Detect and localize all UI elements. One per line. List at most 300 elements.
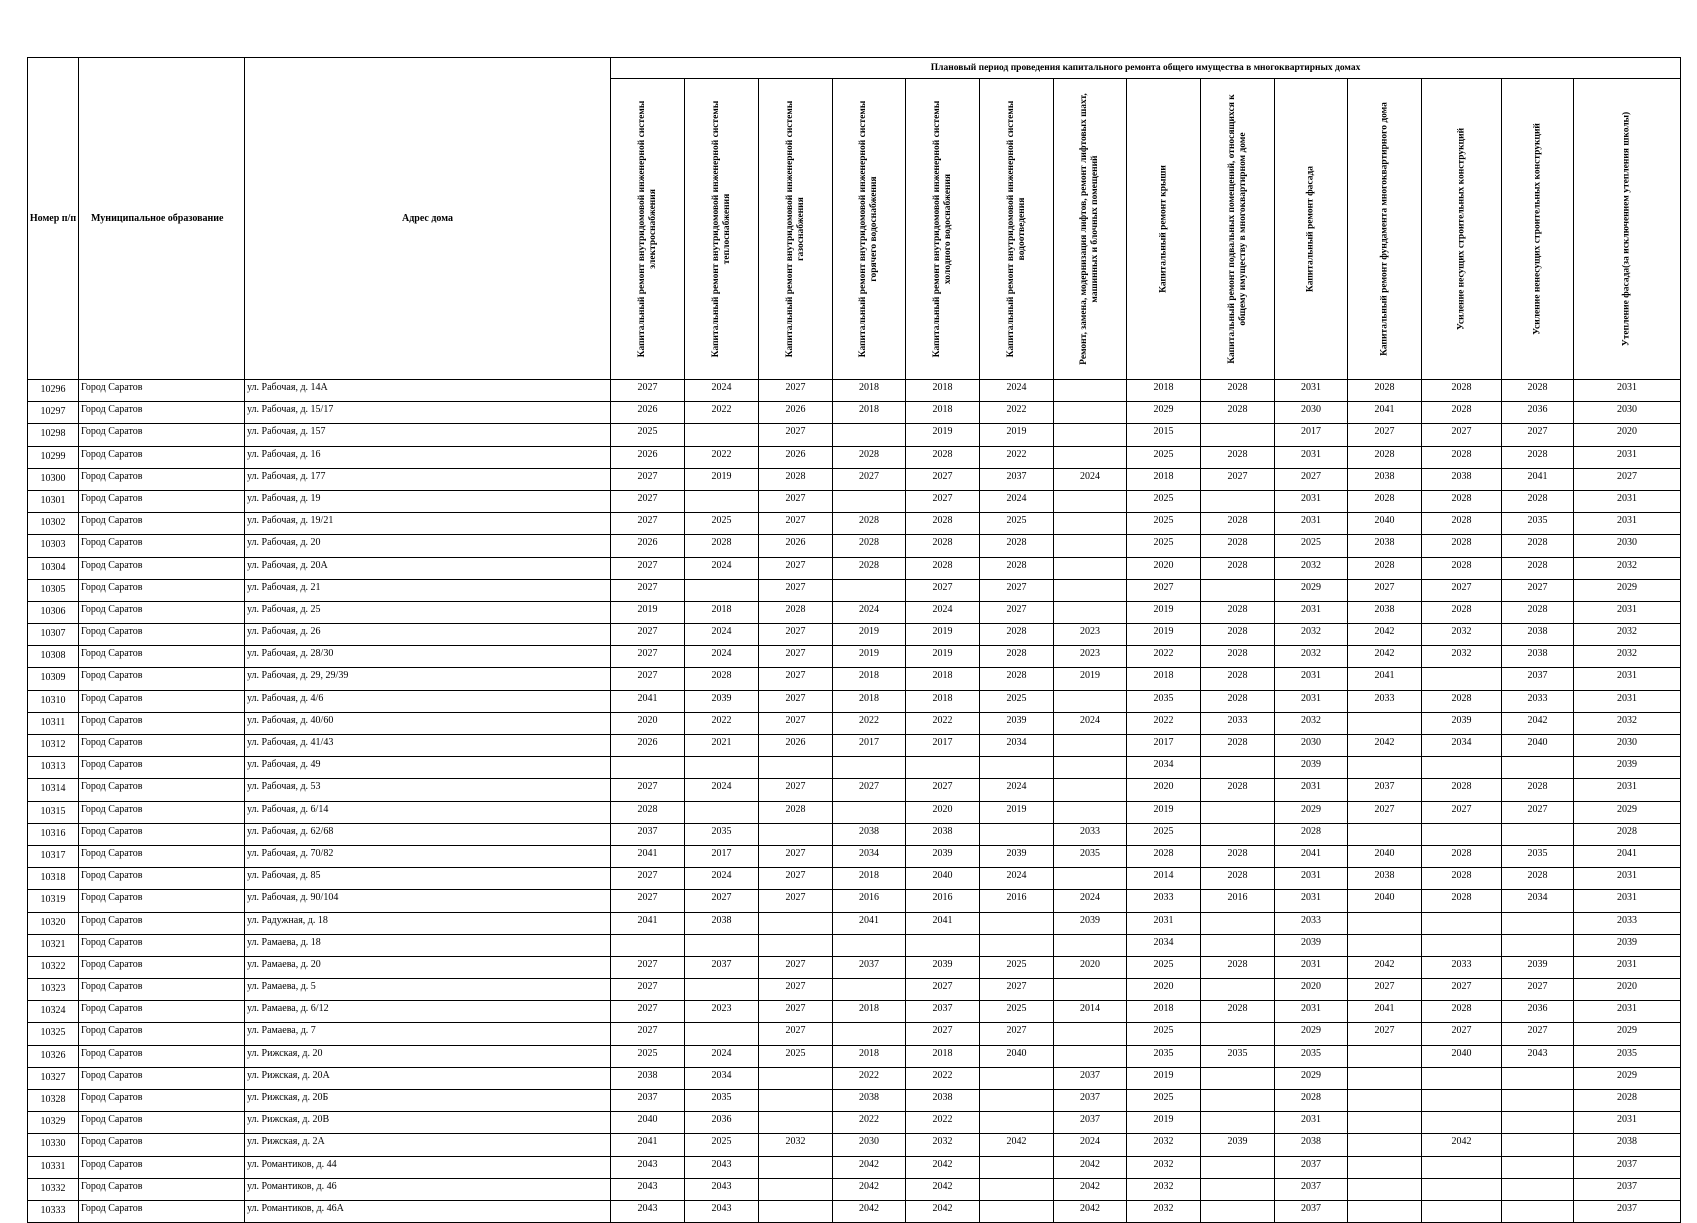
row-year-cell: 2019 [980,424,1054,446]
row-year-cell: 2027 [980,1023,1054,1045]
table-row [28,490,1681,512]
row-year-cell: 2034 [980,735,1054,757]
row-year-cell [759,934,833,956]
row-year-cell: 2040 [1348,513,1422,535]
row-year-cell: 2042 [1348,956,1422,978]
row-year-cell: 2041 [611,1134,685,1156]
row-address: ул. Романтиков, д. 46 [245,1178,611,1200]
row-year-cell: 2039 [685,690,759,712]
row-year-cell: 2043 [611,1178,685,1200]
row-address: ул. Рабочая, д. 62/68 [245,823,611,845]
row-year-cell: 2024 [833,601,906,623]
row-address: ул. Романтиков, д. 44 [245,1156,611,1178]
row-year-cell [980,1090,1054,1112]
row-address: ул. Рижская, д. 20В [245,1112,611,1134]
row-year-cell [833,490,906,512]
row-year-cell: 2039 [1201,1134,1275,1156]
header-number: Номер п/п [28,58,79,380]
header-column-label: Капитальный ремонт внутридомовой инженерной системы водоотведения [1005,100,1027,358]
row-year-cell: 2027 [759,1001,833,1023]
row-year-cell: 2028 [1348,380,1422,402]
row-year-cell [1502,1178,1574,1200]
row-year-cell: 2032 [1422,646,1502,668]
header-column-8 [1127,79,1201,380]
row-address: ул. Рабочая, д. 177 [245,468,611,490]
row-year-cell: 2027 [759,646,833,668]
row-year-cell: 2028 [1422,490,1502,512]
row-municipality: Город Саратов [79,1090,245,1112]
row-year-cell: 2019 [906,646,980,668]
row-year-cell: 2028 [906,535,980,557]
row-year-cell: 2022 [1127,646,1201,668]
row-year-cell [1502,1200,1574,1222]
row-municipality: Город Саратов [79,712,245,734]
row-municipality: Город Саратов [79,1112,245,1134]
row-year-cell: 2025 [1127,823,1201,845]
row-year-cell [1348,1067,1422,1089]
row-year-cell: 2041 [611,690,685,712]
row-year-cell: 2028 [1422,890,1502,912]
row-year-cell: 2037 [1275,1178,1348,1200]
row-year-cell: 2037 [1348,779,1422,801]
row-year-cell: 2027 [759,513,833,535]
row-year-cell: 2018 [906,690,980,712]
row-year-cell [1422,668,1502,690]
row-year-cell: 2034 [1127,934,1201,956]
row-year-cell: 2018 [685,601,759,623]
header-column-label: Ремонт, замена, модернизация лифтов, ремонт лифтовых шахт, машинных и блочных помещений [1079,93,1100,365]
row-year-cell: 2038 [1348,535,1422,557]
row-year-cell [1201,1200,1275,1222]
row-address: ул. Рабочая, д. 20А [245,557,611,579]
row-municipality: Город Саратов [79,979,245,1001]
row-year-cell: 2031 [1127,912,1201,934]
row-year-cell [1054,690,1127,712]
row-number: 10323 [28,979,79,1001]
row-year-cell: 2027 [759,668,833,690]
row-year-cell: 2025 [685,1134,759,1156]
row-year-cell: 2038 [1502,624,1574,646]
header-column-4 [833,79,906,380]
row-year-cell: 2027 [611,668,685,690]
row-year-cell: 2035 [1127,1045,1201,1067]
row-number: 10316 [28,823,79,845]
row-year-cell: 2031 [1574,490,1681,512]
header-column-11 [1348,79,1422,380]
row-municipality: Город Саратов [79,1045,245,1067]
row-year-cell: 2032 [1275,557,1348,579]
row-year-cell: 2014 [1127,868,1201,890]
row-year-cell: 2038 [906,823,980,845]
row-year-cell: 2027 [906,579,980,601]
row-year-cell: 2043 [611,1156,685,1178]
table-row [28,513,1681,535]
table-row [28,1178,1681,1200]
row-year-cell: 2040 [906,868,980,890]
row-number: 10305 [28,579,79,601]
row-year-cell: 2028 [1422,845,1502,867]
row-municipality: Город Саратов [79,557,245,579]
row-year-cell: 2017 [1275,424,1348,446]
row-year-cell: 2027 [759,868,833,890]
row-number: 10330 [28,1134,79,1156]
row-year-cell: 2028 [759,801,833,823]
row-year-cell: 2025 [1127,1023,1201,1045]
row-year-cell: 2028 [1502,779,1574,801]
row-year-cell: 2028 [1275,823,1348,845]
row-year-cell: 2026 [611,735,685,757]
row-year-cell [1348,1112,1422,1134]
row-municipality: Город Саратов [79,579,245,601]
row-year-cell: 2028 [1201,513,1275,535]
row-year-cell: 2028 [1275,1090,1348,1112]
table-row [28,1001,1681,1023]
row-municipality: Город Саратов [79,446,245,468]
table-row [28,380,1681,402]
row-year-cell: 2018 [1127,1001,1201,1023]
row-address: ул. Рабочая, д. 28/30 [245,646,611,668]
row-number: 10333 [28,1200,79,1222]
row-year-cell: 2043 [685,1156,759,1178]
row-year-cell: 2018 [1127,468,1201,490]
row-year-cell: 2035 [1127,690,1201,712]
row-year-cell: 2027 [759,779,833,801]
row-municipality: Город Саратов [79,956,245,978]
row-year-cell: 2028 [1201,601,1275,623]
table-row [28,1045,1681,1067]
header-column-9 [1201,79,1275,380]
row-year-cell: 2028 [1422,868,1502,890]
row-year-cell: 2028 [759,468,833,490]
row-year-cell: 2027 [1502,801,1574,823]
row-year-cell: 2025 [1127,956,1201,978]
row-year-cell: 2037 [1054,1112,1127,1134]
row-year-cell [1201,801,1275,823]
row-year-cell: 2028 [685,668,759,690]
row-address: ул. Рабочая, д. 19/21 [245,513,611,535]
row-year-cell [759,1156,833,1178]
row-number: 10326 [28,1045,79,1067]
row-year-cell: 2020 [1054,956,1127,978]
row-year-cell: 2019 [980,801,1054,823]
row-year-cell [759,1090,833,1112]
row-year-cell [611,934,685,956]
row-year-cell: 2038 [1348,468,1422,490]
row-year-cell: 2019 [833,646,906,668]
row-municipality: Город Саратов [79,845,245,867]
row-number: 10308 [28,646,79,668]
row-year-cell: 2027 [1275,468,1348,490]
row-year-cell: 2027 [980,979,1054,1001]
header-column-label: Капитальный ремонт фасада [1305,165,1316,293]
row-year-cell: 2030 [1275,402,1348,424]
row-year-cell: 2033 [1502,690,1574,712]
row-year-cell: 2019 [1127,1112,1201,1134]
row-year-cell: 2038 [833,823,906,845]
row-year-cell: 2029 [1574,579,1681,601]
row-year-cell: 2031 [1574,868,1681,890]
row-year-cell: 2028 [1422,402,1502,424]
row-year-cell: 2025 [611,424,685,446]
row-year-cell: 2028 [1422,601,1502,623]
row-year-cell: 2027 [1348,579,1422,601]
row-year-cell: 2041 [906,912,980,934]
row-year-cell: 2028 [1502,490,1574,512]
row-year-cell [759,912,833,934]
header-column-14 [1574,79,1681,380]
row-year-cell [1054,535,1127,557]
row-year-cell: 2027 [759,845,833,867]
row-year-cell [1348,757,1422,779]
row-year-cell [1054,557,1127,579]
row-year-cell: 2031 [1574,668,1681,690]
row-municipality: Город Саратов [79,1067,245,1089]
row-year-cell: 2022 [906,1067,980,1089]
row-year-cell [1201,934,1275,956]
row-year-cell: 2031 [1574,380,1681,402]
row-year-cell: 2042 [1348,624,1422,646]
row-year-cell: 2027 [1422,424,1502,446]
row-year-cell: 2032 [759,1134,833,1156]
row-year-cell [1201,1067,1275,1089]
header-group-title: Плановый период проведения капитального ремонта общего имущества в многоквартирных домах [611,58,1681,79]
row-municipality: Город Саратов [79,646,245,668]
row-year-cell [1201,979,1275,1001]
row-year-cell: 2042 [1348,735,1422,757]
row-year-cell: 2028 [980,535,1054,557]
row-year-cell: 2037 [611,823,685,845]
row-year-cell: 2029 [1275,801,1348,823]
row-year-cell: 2024 [1054,890,1127,912]
row-year-cell [833,979,906,1001]
row-year-cell [1502,1067,1574,1089]
header-column-2 [685,79,759,380]
row-year-cell: 2022 [833,712,906,734]
row-year-cell: 2033 [1574,912,1681,934]
table-row [28,1200,1681,1222]
row-year-cell: 2037 [1502,668,1574,690]
row-year-cell: 2022 [833,1112,906,1134]
row-year-cell: 2020 [906,801,980,823]
table-row [28,735,1681,757]
table-row [28,446,1681,468]
row-year-cell: 2042 [1054,1178,1127,1200]
row-year-cell: 2019 [611,601,685,623]
row-year-cell: 2041 [1348,402,1422,424]
row-year-cell: 2030 [1574,535,1681,557]
row-year-cell [685,979,759,1001]
row-year-cell: 2028 [1201,868,1275,890]
row-year-cell: 2017 [685,845,759,867]
row-address: ул. Рижская, д. 20 [245,1045,611,1067]
row-year-cell: 2037 [685,956,759,978]
table-row [28,934,1681,956]
row-year-cell: 2030 [833,1134,906,1156]
row-year-cell: 2028 [1201,557,1275,579]
row-year-cell: 2027 [906,1023,980,1045]
row-year-cell: 2027 [759,956,833,978]
row-year-cell: 2029 [1574,1023,1681,1045]
row-municipality: Город Саратов [79,890,245,912]
row-year-cell: 2038 [833,1090,906,1112]
row-year-cell [1054,979,1127,1001]
row-year-cell: 2024 [685,779,759,801]
row-year-cell: 2027 [1422,579,1502,601]
table-row [28,757,1681,779]
row-year-cell: 2028 [1422,380,1502,402]
header-column-5 [906,79,980,380]
row-year-cell [980,757,1054,779]
row-address: ул. Рабочая, д. 85 [245,868,611,890]
row-number: 10297 [28,402,79,424]
row-address: ул. Рамаева, д. 5 [245,979,611,1001]
table-row [28,712,1681,734]
row-year-cell: 2038 [685,912,759,934]
table-row [28,557,1681,579]
table-row [28,1156,1681,1178]
row-year-cell: 2030 [1275,735,1348,757]
row-year-cell: 2016 [906,890,980,912]
row-year-cell [1054,735,1127,757]
row-year-cell [685,757,759,779]
row-year-cell: 2041 [611,845,685,867]
row-address: ул. Рабочая, д. 15/17 [245,402,611,424]
row-number: 10329 [28,1112,79,1134]
row-year-cell: 2028 [1502,601,1574,623]
row-year-cell [1422,1090,1502,1112]
row-year-cell [1201,912,1275,934]
row-number: 10300 [28,468,79,490]
row-year-cell: 2028 [906,513,980,535]
row-year-cell: 2024 [980,868,1054,890]
row-year-cell [906,757,980,779]
row-year-cell [833,801,906,823]
table-row [28,868,1681,890]
row-year-cell [1502,1156,1574,1178]
row-number: 10309 [28,668,79,690]
table-row [28,801,1681,823]
row-year-cell: 2026 [611,402,685,424]
row-year-cell [1422,1112,1502,1134]
row-year-cell: 2037 [1574,1156,1681,1178]
row-year-cell: 2031 [1275,1112,1348,1134]
row-year-cell [980,823,1054,845]
row-year-cell [685,424,759,446]
row-year-cell: 2028 [1201,956,1275,978]
row-year-cell: 2035 [1574,1045,1681,1067]
row-year-cell [1054,757,1127,779]
row-municipality: Город Саратов [79,513,245,535]
row-year-cell: 2019 [1127,1067,1201,1089]
row-year-cell: 2027 [1422,979,1502,1001]
row-year-cell: 2037 [833,956,906,978]
row-year-cell: 2028 [833,557,906,579]
row-number: 10304 [28,557,79,579]
row-year-cell: 2039 [1502,956,1574,978]
row-year-cell: 2031 [1275,490,1348,512]
row-year-cell: 2027 [1422,801,1502,823]
row-address: ул. Рабочая, д. 49 [245,757,611,779]
row-year-cell: 2027 [611,579,685,601]
row-year-cell [1502,912,1574,934]
row-year-cell [1348,1090,1422,1112]
row-year-cell [1502,1134,1574,1156]
row-municipality: Город Саратов [79,1023,245,1045]
row-year-cell: 2027 [611,490,685,512]
row-year-cell: 2022 [980,446,1054,468]
row-year-cell [833,934,906,956]
row-year-cell: 2025 [1127,446,1201,468]
row-year-cell: 2028 [685,535,759,557]
row-year-cell [1054,513,1127,535]
row-year-cell [1054,779,1127,801]
row-year-cell: 2028 [1201,380,1275,402]
header-column-label: Усиление ненесущих строительных конструкций [1532,123,1542,335]
row-year-cell: 2034 [1502,890,1574,912]
row-year-cell: 2025 [1275,535,1348,557]
table-row [28,535,1681,557]
row-year-cell [1348,1178,1422,1200]
row-year-cell: 2027 [833,779,906,801]
row-year-cell: 2027 [1422,1023,1502,1045]
header-column-3 [759,79,833,380]
row-year-cell: 2042 [1054,1200,1127,1222]
header-column-6 [980,79,1054,380]
row-year-cell: 2025 [980,1001,1054,1023]
row-number: 10314 [28,779,79,801]
row-year-cell [1054,424,1127,446]
row-year-cell: 2028 [1348,446,1422,468]
row-year-cell: 2039 [980,712,1054,734]
row-year-cell [1054,601,1127,623]
row-year-cell: 2027 [611,624,685,646]
row-number: 10302 [28,513,79,535]
row-number: 10296 [28,380,79,402]
row-year-cell: 2032 [1574,712,1681,734]
row-year-cell: 2038 [1348,601,1422,623]
row-year-cell [1422,1067,1502,1089]
row-year-cell: 2018 [833,1045,906,1067]
row-address: ул. Рабочая, д. 90/104 [245,890,611,912]
row-year-cell: 2027 [611,979,685,1001]
row-year-cell [1348,934,1422,956]
row-year-cell [1054,402,1127,424]
row-year-cell: 2031 [1574,601,1681,623]
row-year-cell: 2032 [1422,624,1502,646]
row-number: 10313 [28,757,79,779]
row-year-cell: 2031 [1574,1112,1681,1134]
table-row [28,690,1681,712]
row-year-cell: 2027 [611,557,685,579]
row-address: ул. Рабочая, д. 53 [245,779,611,801]
table-row [28,668,1681,690]
row-year-cell: 2018 [833,690,906,712]
row-year-cell: 2026 [759,535,833,557]
row-year-cell: 2028 [980,624,1054,646]
row-number: 10298 [28,424,79,446]
row-year-cell [1422,934,1502,956]
row-number: 10327 [28,1067,79,1089]
row-year-cell: 2028 [980,668,1054,690]
row-year-cell: 2039 [906,956,980,978]
row-year-cell: 2020 [1127,779,1201,801]
row-address: ул. Рабочая, д. 29, 29/39 [245,668,611,690]
row-year-cell: 2020 [1127,979,1201,1001]
row-year-cell: 2022 [980,402,1054,424]
row-year-cell: 2039 [1574,934,1681,956]
row-year-cell: 2026 [759,735,833,757]
row-year-cell: 2020 [1127,557,1201,579]
